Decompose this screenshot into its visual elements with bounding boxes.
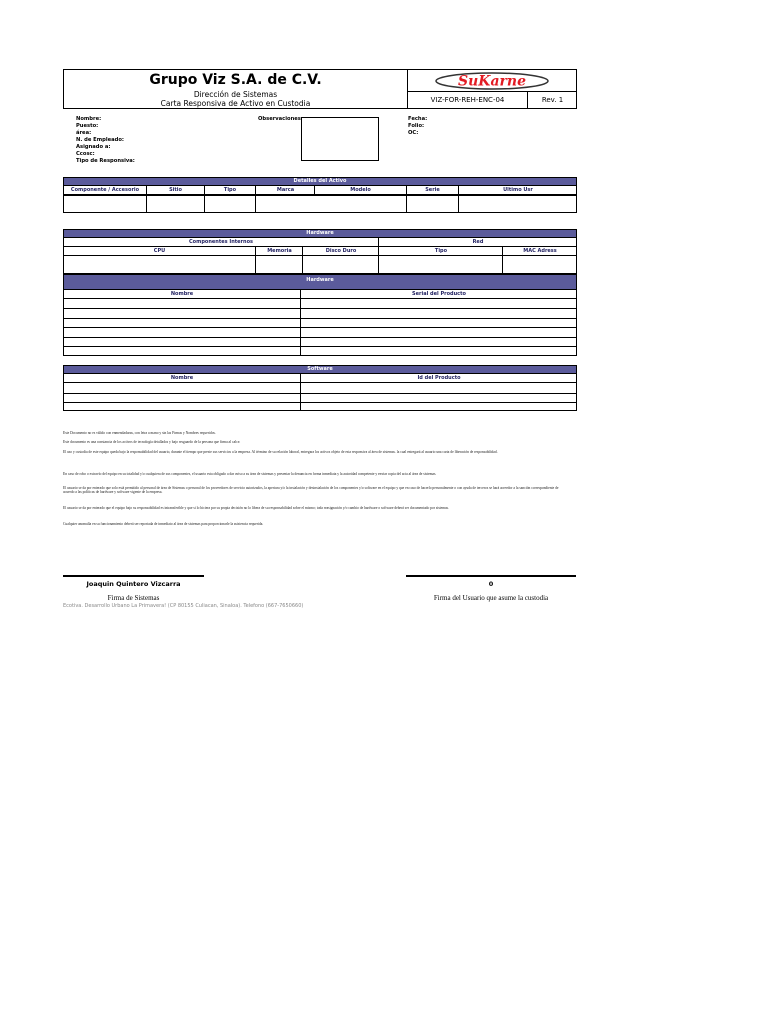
signature-name-user: 0 [488,580,494,588]
asset-header-divider [63,195,577,196]
hw-col-name: Nombre [63,290,301,299]
sw-col-divider [300,382,301,411]
document-title: Carta Responsiva de Activo en Custodia [160,99,311,108]
label-responsiva-type: Tipo de Responsiva: [76,158,135,164]
hw-group-internal: Componentes Internos [63,238,379,247]
hw-col-cpu: CPU [63,247,256,256]
legal-paragraph: El usuario se da por enterado que el equipo bajo su responsabilidad es intransferible y que si lo hiciera por su propia decisión no lo libera de su responsabilidad sobre el mismo; toda reasignación y/o cambio de hardware o software deberá ser documentado por sistemas. [63,506,449,510]
asset-col-type: Tipo [204,186,255,195]
table-row-line [63,337,577,338]
label-fecha: Fecha: [408,116,428,122]
asset-col-component: Componente / Accesorio [63,186,147,195]
company-name: Grupo Viz S.A. de C.V. [149,72,322,88]
asset-col-brand: Marca [255,186,315,195]
legal-paragraph: Este documento es una constancia de los activos de tecnología detallados y bajo resguardo de la persona que firma al calce. [63,440,241,444]
asset-col-divider [406,195,407,213]
footer-address: Ecotiva. Desarrollo Urbano La Primavera! (CP 80155 Culiacan, Sinaloa). Telefono (667-7650660) [63,603,304,609]
hw-col-divider [502,256,503,274]
signature-name-systems: Joaquin Quintero Vizcarra [86,580,181,588]
department-name: Dirección de Sistemas [193,90,278,99]
label-puesto: Puesto: [76,123,99,129]
hw-col-mac: MAC Adress [502,247,577,256]
asset-col-serial: Serie [406,186,458,195]
signature-line-systems [63,575,204,577]
table-row-line [63,327,577,328]
asset-section-band: Detalles del Activo [63,177,577,186]
asset-col-divider [458,195,459,213]
label-area: área: [76,130,92,136]
label-folio: Folio: [408,123,425,129]
sw-col-product-id: Id del Producto [300,374,577,383]
document-header [63,69,577,109]
asset-col-divider [146,195,147,213]
hw-group-network: Red [378,238,577,247]
table-row-line [63,393,577,394]
legal-paragraph: En caso de robo o extravío del equipo en su totalidad y/o cualquiera de sus componentes, el usuario esta obligado a dar aviso a su área de sistemas y presentar la denuncia en forma inmediata y la autoridad competente y enviar copia del acta al área de sistemas. [63,472,437,476]
table-row-line [63,318,577,319]
asset-col-site: Sitio [146,186,204,195]
asset-col-model: Modelo [314,186,406,195]
label-employee-number: N. de Empleado: [76,137,124,143]
observaciones-box[interactable] [301,117,379,161]
table-row-line [63,402,577,403]
sukarne-logo [432,72,552,90]
form-code: VIZ-FOR-REH-ENC-04 [430,96,505,104]
label-assigned-to: Asignado a: [76,144,111,150]
table-row-line [63,308,577,309]
asset-col-divider [204,195,205,213]
legal-paragraph: Este Documento no es válido con enmendaduras, con letra a mano y sin las Firmas y Nombres requeridos. [63,431,216,435]
hw-col-net-type: Tipo [378,247,503,256]
hw-col-disk: Disco Duro [302,247,379,256]
signature-caption-user: Firma del Usuario que asume la custodia [433,594,549,602]
hw-col-divider [378,256,379,274]
label-oc: OC: [408,130,419,136]
software-band: Software [63,365,577,374]
asset-col-last-user: Ultimo Usr [458,186,577,195]
label-nombre: Nombre: [76,116,102,122]
logo-text: SuKarne [458,73,526,90]
signature-line-user [406,575,576,577]
revision: Rev. 1 [541,96,564,104]
hw-col-divider [255,256,256,274]
hw-col-divider [302,256,303,274]
legal-paragraph: El uso y custodia de este equipo queda bajo la responsabilidad del usuario, durante el tiempo que preste sus servicios a la empresa. Al término de su relación laboral, entregara los activos objeto de esta responsiva al área de sistemas. la cual entregará al usuario una carta de liberación de responsabilidad. [63,450,498,454]
table-row-line [63,346,577,347]
hw-col-memory: Memoria [255,247,303,256]
label-observaciones: Observaciones [258,116,301,122]
label-ccosc: Ccosc: [76,151,95,157]
signature-caption-systems: Firma de Sistemas [107,594,160,602]
legal-paragraph: Cualquier anomalía en su funcionamiento deberá ser reportada de inmediato al área de sistemas para proporcionarle la asistencia requerida. [63,522,264,526]
sw-col-name: Nombre [63,374,301,383]
asset-col-divider [255,195,256,213]
hardware-components-band: Hardware [63,229,577,238]
legal-paragraph: El usuario se da por enterado que solo está permitido al personal de área de Sistemas o personal de los proveedores de servicio autorizados, la apertura y/o la instalación y desinstalación de los componentes y/o software en el equipo y que en caso de hacerlo personalmente o con ayuda de terceros se hará acreedor a la sanción correspondiente de acuerdo a las políticas de hardware y software vigente de la empresa. [63,486,559,495]
hardware-products-band: Hardware [63,274,577,290]
hw-col-product-serial: Serial del Producto [300,290,577,299]
